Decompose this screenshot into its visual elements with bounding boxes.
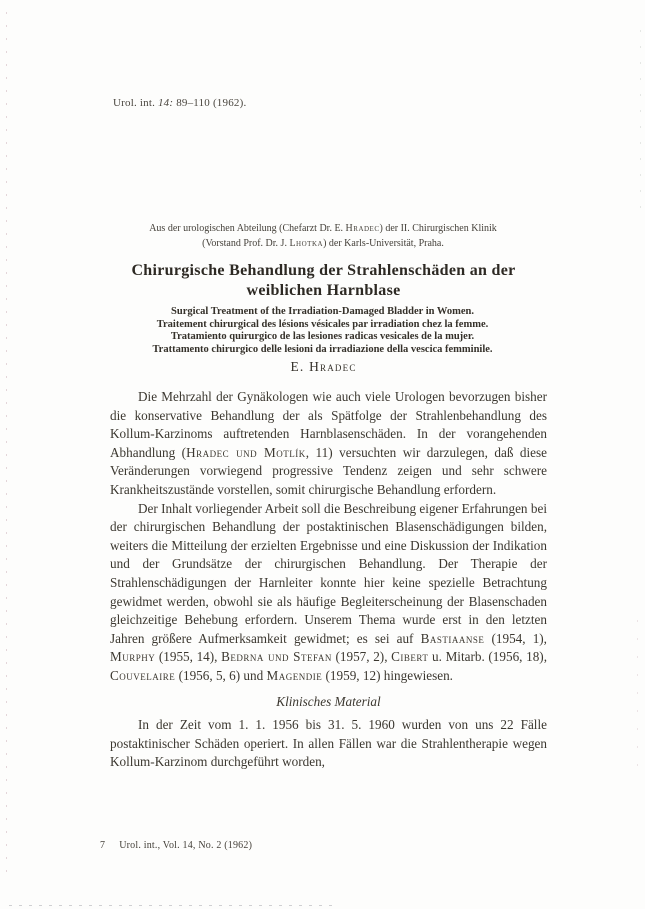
subtitle-french: Traitement chirurgical des lésions vésicales par irradiation chez la femme. <box>156 318 489 330</box>
footer-journal-line: Urol. int., Vol. 14, No. 2 (1962) <box>119 840 253 851</box>
scan-edge-marks-bottom <box>9 905 334 906</box>
scan-edge-marks-right-bottom <box>637 620 638 770</box>
subtitle-italian: Trattamento chirurgico delle lesioni da irradiazione della vescica femminile. <box>152 343 493 355</box>
body-paragraph-1: Die Mehrzahl der Gynäkologen wie auch viele Urologen bevorzugen bisher die konservative Behandlung der als Spätfolge der Strahlenbehandlung des Kollum-Karzinoms auftretenden Harnblasenschäden. In der vorangehenden Abhandlung (Hradec und Motlík, 11) versuchten wir darzulegen, daß diese Veränderungen vorwiegend progressive Tendenz zeigen und sehr schwere Krankheitszustände vorstellen, somit chirurgische Behandlung erfordern. <box>110 389 547 497</box>
subtitle-spanish: Tratamiento quirurgico de las lesiones radicas vesicales de la mujer. <box>170 331 475 343</box>
section-heading-klinisches-material: Klinisches Material <box>276 693 381 709</box>
scan-edge-marks-left <box>6 12 7 872</box>
article-title-line-2: weiblichen Harnblase <box>246 282 401 299</box>
body-paragraph-3: In der Zeit vom 1. 1. 1956 bis 31. 5. 1960 wurden von uns 22 Fälle postaktinischer Schäden operiert. In allen Fällen war die Strahlentherapie wegen Kollum-Karzinom durchgeführt worden, <box>110 717 547 770</box>
scan-edge-marks-right-top <box>640 30 641 220</box>
article-title-line-1: Chirurgische Behandlung der Strahlenschäden an der <box>131 262 516 279</box>
translated-subtitles <box>70 306 575 356</box>
footnote-number: 7 <box>100 840 106 851</box>
affiliation-line-2: (Vorstand Prof. Dr. J. Lhotka) der Karls-Universität, Praha. <box>202 237 444 249</box>
affiliation-block <box>58 222 588 251</box>
author-name: E. Hradec <box>290 359 357 374</box>
page-footer <box>100 840 252 851</box>
affiliation-line-1: Aus der urologischen Abteilung (Chefarzt Dr. E. Hradec) der II. Chirurgischen Klinik <box>149 223 497 234</box>
author-line <box>96 359 551 375</box>
article-title <box>96 261 551 301</box>
article-body <box>110 388 547 772</box>
subtitle-english: Surgical Treatment of the Irradiation-Damaged Bladder in Women. <box>171 306 474 317</box>
body-paragraph-2: Der Inhalt vorliegender Arbeit soll die Beschreibung eigener Erfahrungen bei der chirurgischen Behandlung der postaktinischen Blasenschädigungen bilden, weiters die Mitteilung der erzielten Ergebnisse und eine Diskussion der Indikation und der Grundsätze der chirurgischen Behandlung. Der Therapie der Strahlenschädigungen der Harnleiter konnte hier keine spezielle Betrachtung gewidmet werden, obwohl sie als häufige Begleiterscheinung der Blasenschaden gleichzeitige Behebung erfordern. Unserem Thema wurde erst in den letzten Jahren größere Aufmerksamkeit gewidmet; es sei auf Bastiaanse (1954, 1), Murphy (1955, 14), Bedrna und Stefan (1957, 2), Cibert u. Mitarb. (1956, 18), Couvelaire (1956, 5, 6) und Magendie (1959, 12) hingewiesen. <box>110 500 547 683</box>
journal-citation: Urol. int. 14: 89–110 (1962). <box>113 97 247 109</box>
